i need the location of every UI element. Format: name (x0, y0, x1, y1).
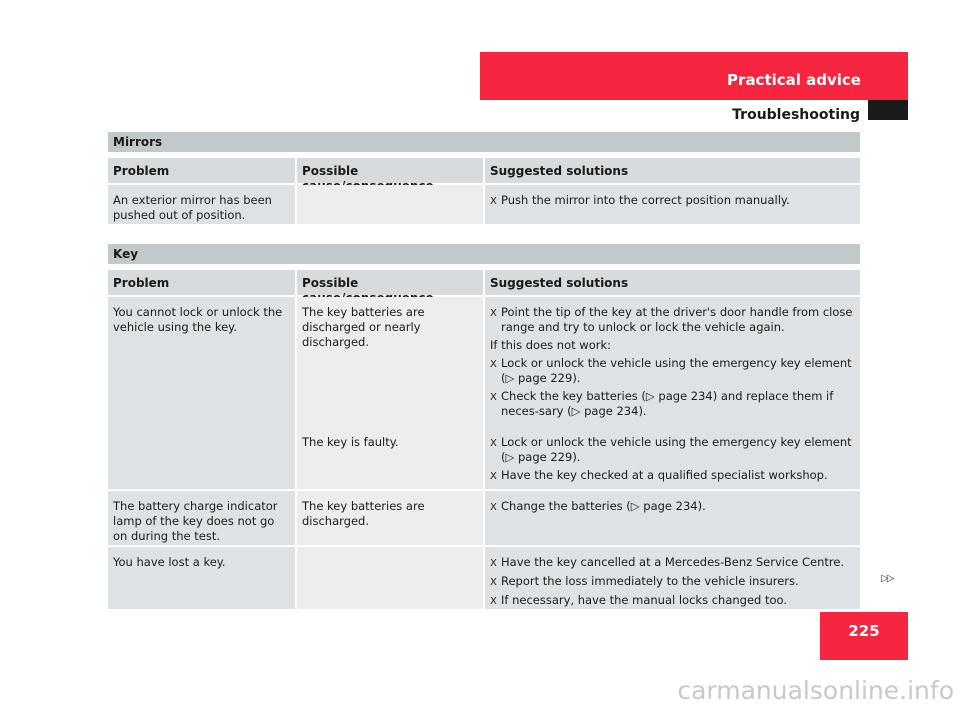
problem-cell: An exterior mirror has been pushed out of position. (108, 185, 295, 224)
watermark: carmanualsonline.info (677, 676, 954, 705)
solutions-cell (485, 491, 860, 545)
table-header-row (108, 158, 860, 183)
solution-step-text: Push the mirror into the correct position manually. (501, 193, 790, 207)
page-number-box (820, 612, 908, 660)
solution-step-text: Have the key checked at a qualified specialist workshop. (501, 468, 828, 482)
solution-step (490, 499, 855, 515)
problem-cell: You cannot lock or unlock the vehicle using the key. (108, 297, 295, 489)
step-arrow-icon: X (490, 577, 497, 588)
cause-cell (297, 185, 483, 224)
table-row (108, 547, 860, 609)
mirrors-table-title: Mirrors (108, 132, 860, 152)
table-row (297, 427, 860, 489)
solutions-cell (485, 185, 860, 224)
solution-step-text: Have the key cancelled at a Mercedes-Benz Service Centre. (501, 555, 845, 569)
solution-step (490, 389, 855, 419)
problem-cell: The battery charge indicator lamp of the key does not go on during the test. (108, 491, 295, 545)
key-table (108, 244, 860, 609)
column-header-solutions: Suggested solutions (485, 158, 860, 183)
table-row (108, 185, 860, 224)
table-row (297, 297, 860, 427)
section-tab (480, 52, 908, 100)
solution-step-text: If necessary, have the manual locks changed too. (501, 593, 788, 607)
solution-step (490, 593, 855, 609)
column-header-problem: Problem (108, 158, 295, 183)
solution-step (490, 468, 855, 484)
solution-step-text: Lock or unlock the vehicle using the emergency key element (▷ page 229). (501, 356, 852, 385)
solution-step (490, 435, 855, 465)
solutions-cell (485, 297, 860, 427)
cause-solution-group (297, 297, 860, 489)
step-arrow-icon: X (490, 596, 497, 607)
cause-cell (297, 547, 483, 609)
step-arrow-icon: X (490, 558, 497, 569)
column-header-problem: Problem (108, 270, 295, 295)
cause-cell: The key batteries are discharged or nearly discharged. (297, 297, 483, 427)
column-header-solutions: Suggested solutions (485, 270, 860, 295)
solution-step (490, 193, 855, 209)
table-header-row (108, 270, 860, 295)
solution-step-text: Point the tip of the key at the driver's door handle from close range and try to unlock or lock the vehicle again. (501, 305, 853, 334)
solution-step (490, 574, 855, 590)
step-arrow-icon: X (490, 359, 497, 370)
thumb-index-marker (868, 100, 908, 120)
solution-step-text: Lock or unlock the vehicle using the emergency key element (▷ page 229). (501, 435, 852, 464)
column-header-cause: Possible (297, 270, 483, 295)
solution-step (490, 305, 855, 335)
solution-step-text: Check the key batteries (▷ page 234) and replace them if neces-sary (▷ page 234). (501, 389, 834, 418)
solution-step-text: Change the batteries (▷ page 234). (501, 499, 706, 513)
mirrors-table (108, 132, 860, 224)
solution-note: If this does not work: (490, 338, 611, 352)
cause-cell: The key batteries are discharged. (297, 491, 483, 545)
solution-step (490, 555, 855, 571)
step-arrow-icon: X (490, 502, 497, 513)
problem-cell: You have lost a key. (108, 547, 295, 609)
section-title: Practical advice (727, 71, 861, 89)
step-arrow-icon: X (490, 438, 497, 449)
table-row (108, 491, 860, 545)
solution-step (490, 356, 855, 386)
step-arrow-icon: X (490, 196, 497, 207)
solutions-cell (485, 427, 860, 489)
subsection-title: Troubleshooting (732, 107, 860, 123)
table-row-group (108, 297, 860, 489)
column-header-cause: Possible (297, 158, 483, 183)
step-arrow-icon: X (490, 392, 497, 403)
step-arrow-icon: X (490, 471, 497, 482)
key-table-title: Key (108, 244, 860, 264)
step-arrow-icon: X (490, 308, 497, 319)
solutions-cell (485, 547, 860, 609)
continued-arrow-icon: ▷▷ (881, 573, 893, 584)
cause-cell: The key is faulty. (297, 427, 483, 489)
solution-step-text: Report the loss immediately to the vehicle insurers. (501, 574, 799, 588)
page-number: 225 (848, 622, 880, 640)
